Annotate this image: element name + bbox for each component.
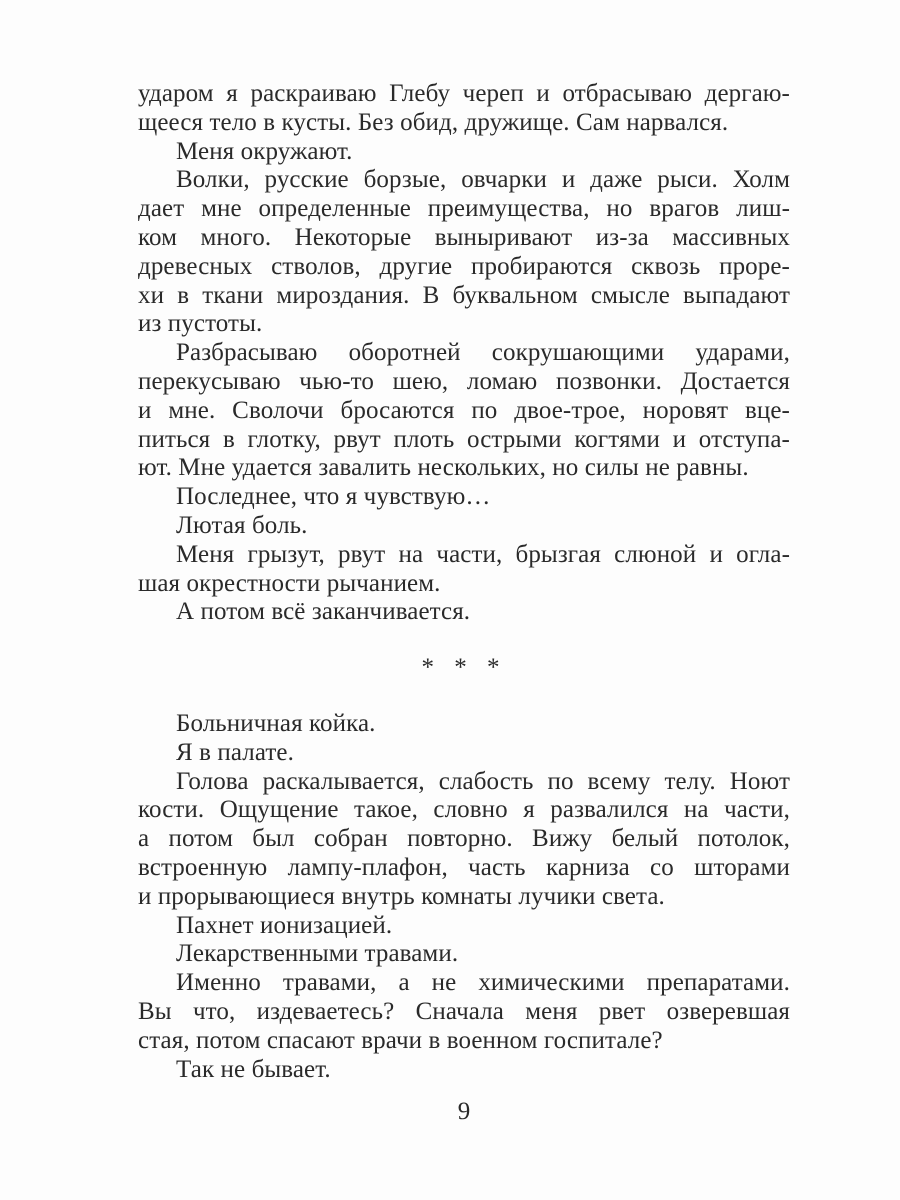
paragraph: [138, 166, 790, 339]
text-line: и мне. Сволочи бросаются по двое-трое, норовят вце-: [138, 396, 790, 424]
text-line: Вы что, издеваетесь? Сначала меня рвет озверевшая: [138, 997, 790, 1025]
text-line: А потом всё заканчивается.: [176, 598, 471, 626]
text-line: Разбрасываю оборотней сокрушающими ударами,: [176, 339, 790, 367]
paragraph: [138, 483, 790, 512]
paragraph: [138, 710, 790, 739]
text-line: хи в ткани мироздания. В буквальном смысле выпадают: [138, 281, 790, 309]
text-line: Лютая боль.: [176, 511, 308, 539]
text-line: ударом я раскраиваю Глебу череп и отбрасываю дергаю-: [138, 80, 790, 107]
text-line: Так не бывает.: [176, 1055, 331, 1083]
paragraph: [138, 768, 790, 912]
section-separator: * * *: [421, 654, 507, 682]
paragraph: [138, 512, 790, 541]
text-line: Лекарственными травами.: [176, 940, 459, 968]
paragraph: [138, 969, 790, 1055]
text-line: Меня окружают.: [176, 137, 353, 165]
text-line: кости. Ощущение такое, словно я развалился на части,: [138, 796, 790, 824]
text-line: древесных стволов, другие пробираются сквозь проре-: [138, 252, 790, 280]
text-line: Голова раскалывается, слабость по всему телу. Ноют: [176, 767, 790, 795]
text-line: стая, потом спасают врачи в военном госпитале?: [138, 1026, 663, 1054]
page-text-body: [138, 80, 790, 1084]
text-line: Больничная койка.: [176, 709, 376, 737]
text-line: Волки, русские борзые, овчарки и даже рыси. Холм: [176, 166, 790, 194]
text-line: а потом был собран повторно. Вижу белый потолок,: [138, 825, 790, 853]
text-line: Последнее, что я чувствую…: [176, 483, 491, 511]
text-line: Пахнет ионизацией.: [176, 911, 393, 939]
text-line: из пустоты.: [138, 310, 263, 338]
paragraph: [138, 339, 790, 483]
text-line: питься в глотку, рвут плоть острыми когтями и отступа-: [138, 425, 790, 453]
text-line: Именно травами, а не химическими препаратами.: [176, 969, 790, 997]
text-line: шая окрестности рычанием.: [138, 569, 441, 597]
paragraph: [138, 541, 790, 599]
paragraph: [138, 80, 790, 138]
text-line: щееся тело в кусты. Без обид, дружище. Сам нарвался.: [138, 108, 729, 136]
text-line: Меня грызут, рвут на части, брызгая слюной и огла-: [176, 540, 790, 568]
paragraph: [138, 138, 790, 167]
text-line: и прорывающиеся внутрь комнаты лучики света.: [138, 882, 665, 910]
text-line: ют. Мне удается завалить нескольких, но силы не равны.: [138, 454, 749, 482]
text-line: перекусываю чью-то шею, ломаю позвонки. Достается: [138, 367, 790, 395]
text-line: дает мне определенные преимущества, но врагов лиш-: [138, 195, 790, 223]
text-line: встроенную лампу-плафон, часть карниза со шторами: [138, 853, 790, 881]
paragraph: [138, 598, 790, 627]
paragraph: [138, 1056, 790, 1085]
page-number: 9: [457, 1098, 471, 1125]
text-line: Я в палате.: [176, 738, 294, 766]
paragraph: [138, 940, 790, 969]
paragraph: [138, 912, 790, 941]
text-line: ком много. Некоторые выныривают из-за массивных: [138, 223, 790, 251]
paragraph: [138, 739, 790, 768]
